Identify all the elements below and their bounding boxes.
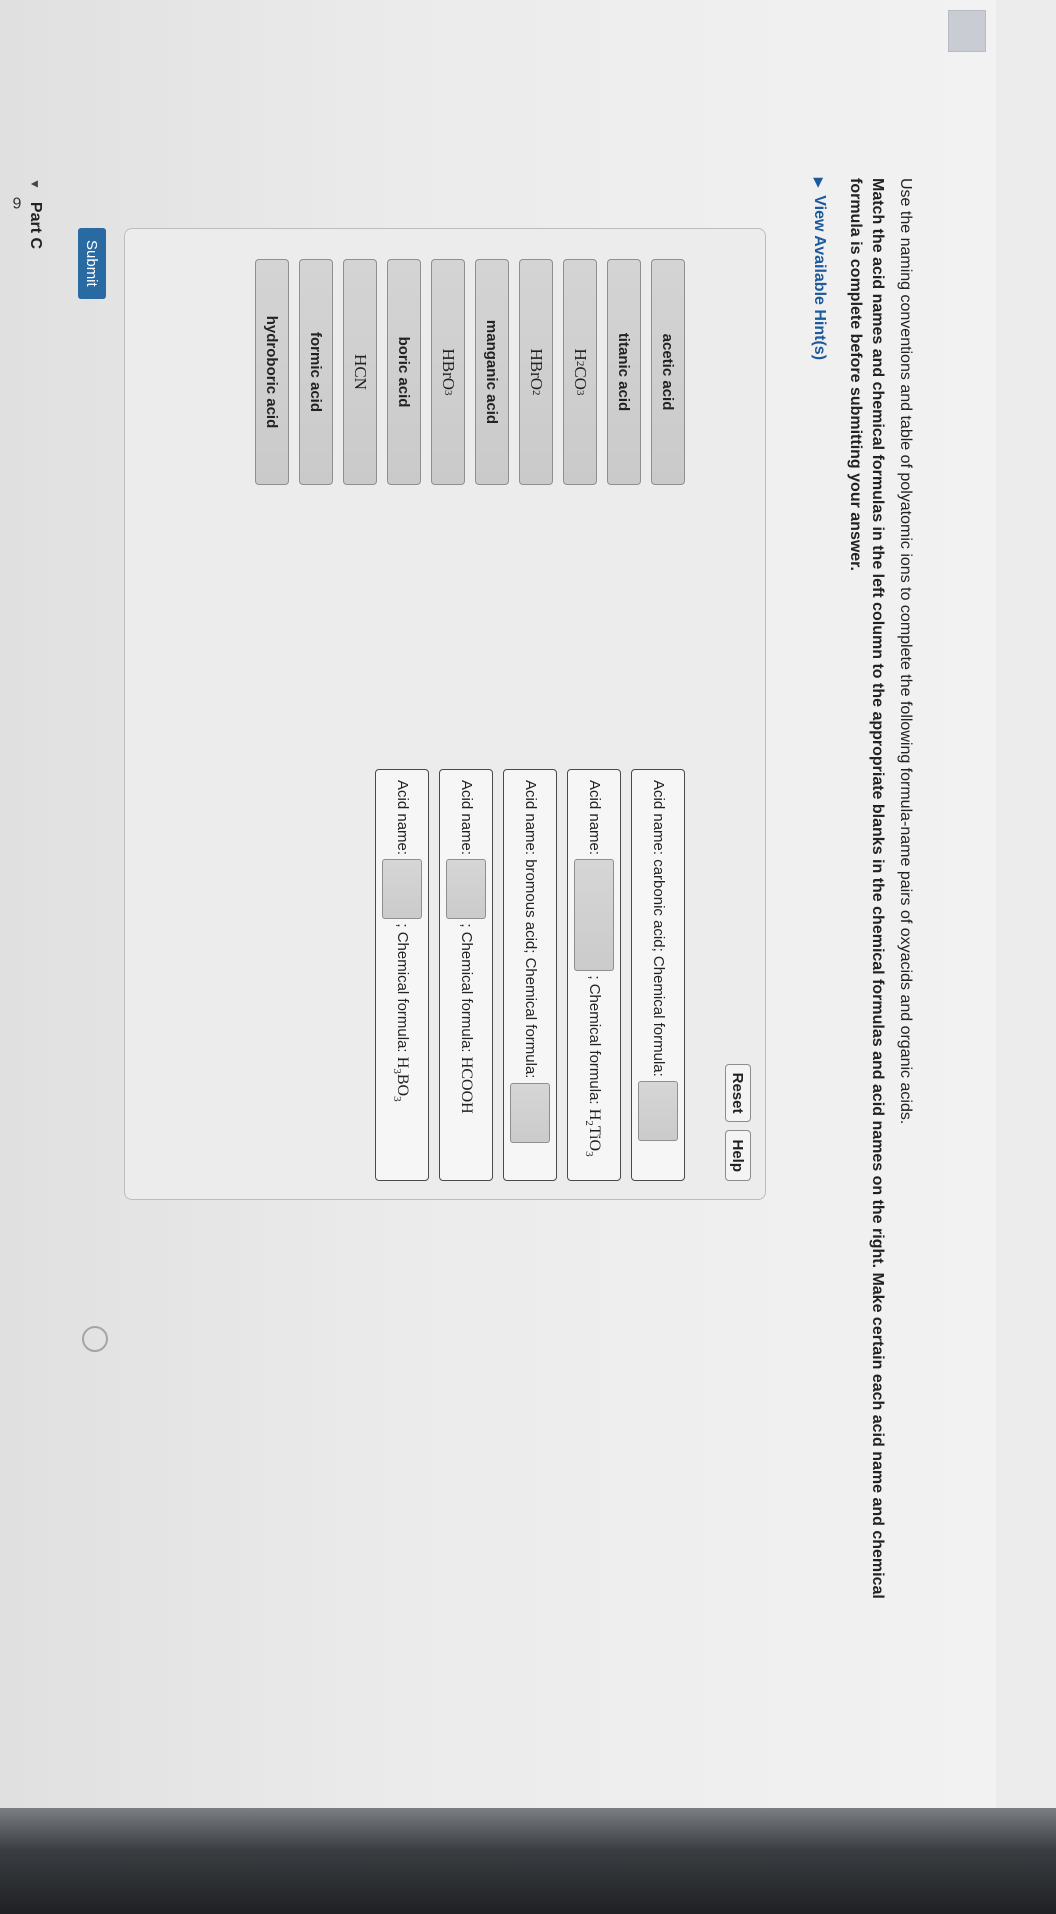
formula-h3bo3: $H_3BO_3$ — [390, 1056, 412, 1102]
reset-button[interactable]: Reset — [725, 1064, 751, 1123]
question-content — [27, 178, 996, 1798]
target-text: ; Chemical formula: — [586, 975, 604, 1105]
target-h3bo3 — [375, 769, 429, 1181]
tile-hydroboric-acid[interactable]: hydroboric acid — [255, 259, 289, 485]
drop-zone-name[interactable] — [382, 859, 422, 919]
panel-toolbar — [725, 1064, 751, 1181]
formula-hcooh: HCOOH — [458, 1056, 476, 1114]
target-text: Acid name: bromous acid; Chemical formula: — [522, 780, 540, 1079]
target-text: Acid name: carbonic acid; Chemical formula: — [650, 780, 668, 1077]
tile-acetic-acid[interactable]: acetic acid — [651, 259, 685, 485]
tile-h2co3[interactable]: H 2 CO 3 — [563, 259, 597, 485]
drop-zone-formula[interactable] — [510, 1083, 550, 1143]
drop-zone-name[interactable] — [574, 859, 614, 971]
edge-digit: 9 — [12, 195, 22, 213]
target-text: ; Chemical formula: — [458, 923, 476, 1053]
submit-button[interactable]: Submit — [78, 228, 106, 299]
target-text: Acid name: — [394, 780, 412, 856]
intro-text: Use the naming conventions and table of polyatomic ions to complete the following formula-name pairs of oxyacids and organic acids. — [897, 178, 914, 1125]
tile-titanic-acid[interactable]: titanic acid — [607, 259, 641, 485]
tile-formic-acid[interactable]: formic acid — [299, 259, 333, 485]
drag-drop-panel — [124, 228, 766, 1200]
view-hints-label: View Available Hint(s) — [811, 195, 828, 361]
formula-h2tio3: $H_2TiO_3$ — [582, 1108, 604, 1157]
drop-zone-formula[interactable] — [638, 1081, 678, 1141]
tile-hbro3[interactable]: HBrO 3 — [431, 259, 465, 485]
hand-cursor-icon — [82, 1326, 108, 1352]
view-hints-link[interactable] — [810, 178, 828, 360]
help-button[interactable]: Help — [725, 1130, 751, 1181]
answer-bank — [139, 259, 685, 729]
tile-boric-acid[interactable]: boric acid — [387, 259, 421, 485]
target-text: ; Chemical formula: — [394, 923, 412, 1053]
target-h2tio3 — [567, 769, 621, 1181]
part-c-header[interactable] — [26, 178, 44, 249]
caret-down-icon: ▼ — [28, 178, 42, 190]
caret-right-icon: ▶ — [812, 178, 826, 188]
target-list — [375, 769, 685, 1181]
tile-hbro2[interactable]: HBrO 2 — [519, 259, 553, 485]
device-edge — [0, 1808, 1056, 1914]
target-hcooh — [439, 769, 493, 1181]
part-c-label: Part C — [27, 201, 44, 250]
instructions-text: Match the acid names and chemical formulas in the left column to the appropriate blanks in the chemical formulas and acid names on the right. Make certain each acid name and chemical formula is complete before submitting your answer. — [847, 178, 886, 1599]
drop-zone-name[interactable] — [446, 859, 486, 919]
corner-tab — [948, 10, 986, 52]
target-carbonic-acid — [631, 769, 685, 1181]
target-text: Acid name: — [586, 780, 604, 856]
tile-hcn[interactable]: HCN — [343, 259, 377, 485]
tile-manganic-acid[interactable]: manganic acid — [475, 259, 509, 485]
target-text: Acid name: — [458, 780, 476, 856]
target-bromous-acid — [503, 769, 557, 1181]
